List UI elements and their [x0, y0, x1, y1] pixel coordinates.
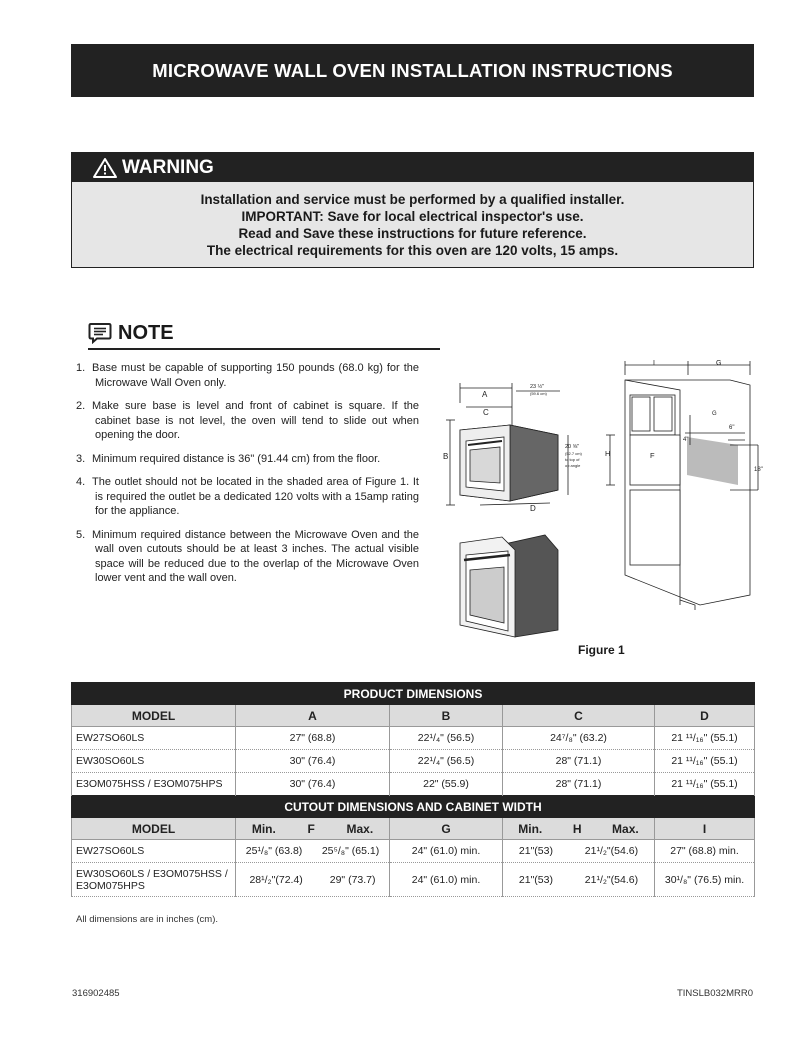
table-cell: E3OM075HSS / E3OM075HPS	[72, 773, 236, 796]
figure-label-d: D	[530, 504, 536, 513]
table-cell: 21"(53) 21¹/₂"(54.6)	[503, 840, 655, 863]
dimensions-table	[71, 682, 755, 897]
note-icon	[88, 322, 112, 344]
figure-label-c: C	[483, 408, 489, 417]
table-cell: 28¹/₂"(72.4) 29" (73.7)	[236, 863, 390, 897]
figure-label-h: H	[605, 449, 611, 458]
table-cell: 21 ¹¹/₁₆" (55.1)	[655, 750, 755, 773]
column-header: D	[655, 705, 755, 727]
warning-line: IMPORTANT: Save for local electrical inspector's use.	[241, 208, 584, 224]
warning-box	[71, 152, 754, 268]
table-cell: EW27SO60LS	[72, 727, 236, 750]
figure-label-b: B	[443, 452, 449, 461]
note-heading: NOTE	[118, 321, 174, 344]
table-cell: 27" (68.8) min.	[655, 840, 755, 863]
column-header: C	[503, 705, 655, 727]
table-cell: EW27SO60LS	[72, 840, 236, 863]
column-header: MODEL	[72, 818, 236, 840]
column-header: A	[236, 705, 390, 727]
table-cell: 21"(53) 21¹/₂"(54.6)	[503, 863, 655, 897]
list-item: 5. Minimum required distance between the Microwave Oven and the wall oven cutouts should be at least 3 inches. The actual visible space will be reduced due to the overlap of the Microwave Oven lower vent and the wall oven.	[76, 528, 419, 584]
figure-label-a: A	[482, 390, 488, 399]
footer-doc-code: TINSLB032MRR0	[676, 988, 753, 999]
table-cell: 22" (55.9)	[390, 773, 503, 796]
table-row	[72, 727, 755, 750]
footer-part-number: 316902485	[72, 988, 120, 999]
list-item: 1. Base must be capable of supporting 150 pounds (68.0 kg) for the Microwave Wall Oven only.	[76, 362, 419, 389]
table-cell: 30¹/₈" (76.5) min.	[655, 863, 755, 897]
figure-dim-top: 23 ½"	[530, 384, 545, 390]
installation-figure	[440, 355, 770, 645]
figure-dim-side-cm: (52.7 cm)	[565, 451, 582, 456]
figure-label-i: I	[653, 360, 655, 367]
column-header: B	[390, 705, 503, 727]
table-cell: 28" (71.1)	[503, 750, 655, 773]
figure-label-g: G	[716, 360, 722, 367]
column-header: I	[655, 818, 755, 840]
table-cell: 21 ¹¹/₁₆" (55.1)	[655, 727, 755, 750]
table-cell: 27" (68.8)	[236, 727, 390, 750]
warning-line: Installation and service must be performed by a qualified installer.	[200, 191, 625, 207]
warning-heading: WARNING	[122, 156, 214, 178]
table-cell: 28" (71.1)	[503, 773, 655, 796]
page-title: MICROWAVE WALL OVEN INSTALLATION INSTRUCTIONS	[71, 44, 754, 97]
figure-dim-four: 4"	[683, 437, 689, 443]
warning-triangle-icon	[92, 157, 118, 179]
figure-dim-side-note: to top of	[565, 457, 580, 462]
table-cell: 24" (61.0) min.	[390, 863, 503, 897]
table-cell: 22¹/₄" (56.5)	[390, 750, 503, 773]
table-cell: 30" (76.4)	[236, 773, 390, 796]
product-dimensions-heading: PRODUCT DIMENSIONS	[72, 683, 755, 705]
table-row	[72, 840, 755, 863]
table-row	[72, 773, 755, 796]
figure-dim-top-cm: (59.6 cm)	[530, 391, 547, 396]
table-cell: 30" (76.4)	[236, 750, 390, 773]
table-cell: EW30SO60LS	[72, 750, 236, 773]
warning-body	[72, 182, 753, 267]
warning-line: The electrical requirements for this oven are 120 volts, 15 amps.	[206, 242, 619, 258]
warning-header	[72, 153, 753, 182]
table-cell: 22¹/₄" (56.5)	[390, 727, 503, 750]
figure-dim-side: 20 ⅝"	[565, 444, 580, 450]
table-cell: 25¹/₈" (63.8) 25⁵/₈" (65.1)	[236, 840, 390, 863]
table-cell: 21 ¹¹/₁₆" (55.1)	[655, 773, 755, 796]
column-header-h: Min. H Max.	[503, 818, 655, 840]
figure-dim-six: 6"	[729, 425, 735, 431]
column-header: MODEL	[72, 705, 236, 727]
table-row	[72, 750, 755, 773]
list-item: 2. Make sure base is level and front of cabinet is square. If the cabinet base is not level, the oven will tend to slide out when opening the door.	[76, 400, 419, 441]
table-row	[72, 863, 755, 897]
table-cell: 24" (61.0) min.	[390, 840, 503, 863]
note-header	[88, 318, 440, 350]
figure-caption: Figure 1	[578, 643, 625, 657]
figure-dim-side-note: op angle	[565, 463, 581, 468]
column-header: G	[390, 818, 503, 840]
list-item: 3. Minimum required distance is 36" (91.44 cm) from the floor.	[76, 452, 381, 465]
warning-line: Read and Save these instructions for future reference.	[238, 225, 587, 241]
figure-label-g2: G	[712, 411, 717, 417]
figure-dim-eighteen: 18"	[754, 467, 763, 473]
table-cell: 24⁷/₈" (63.2)	[503, 727, 655, 750]
cutout-dimensions-heading: CUTOUT DIMENSIONS AND CABINET WIDTH	[72, 796, 755, 818]
column-header-f: Min. F Max.	[236, 818, 390, 840]
figure-label-f: F	[650, 451, 655, 460]
footnote: All dimensions are in inches (cm).	[76, 914, 219, 925]
table-cell: EW30SO60LS / E3OM075HSS / E3OM075HPS	[72, 863, 236, 897]
note-list	[76, 361, 419, 595]
list-item: 4. The outlet should not be located in the shaded area of Figure 1. It is required the outlet be a dedicated 120 volts with a 15amp rating for the appliance.	[76, 476, 419, 517]
